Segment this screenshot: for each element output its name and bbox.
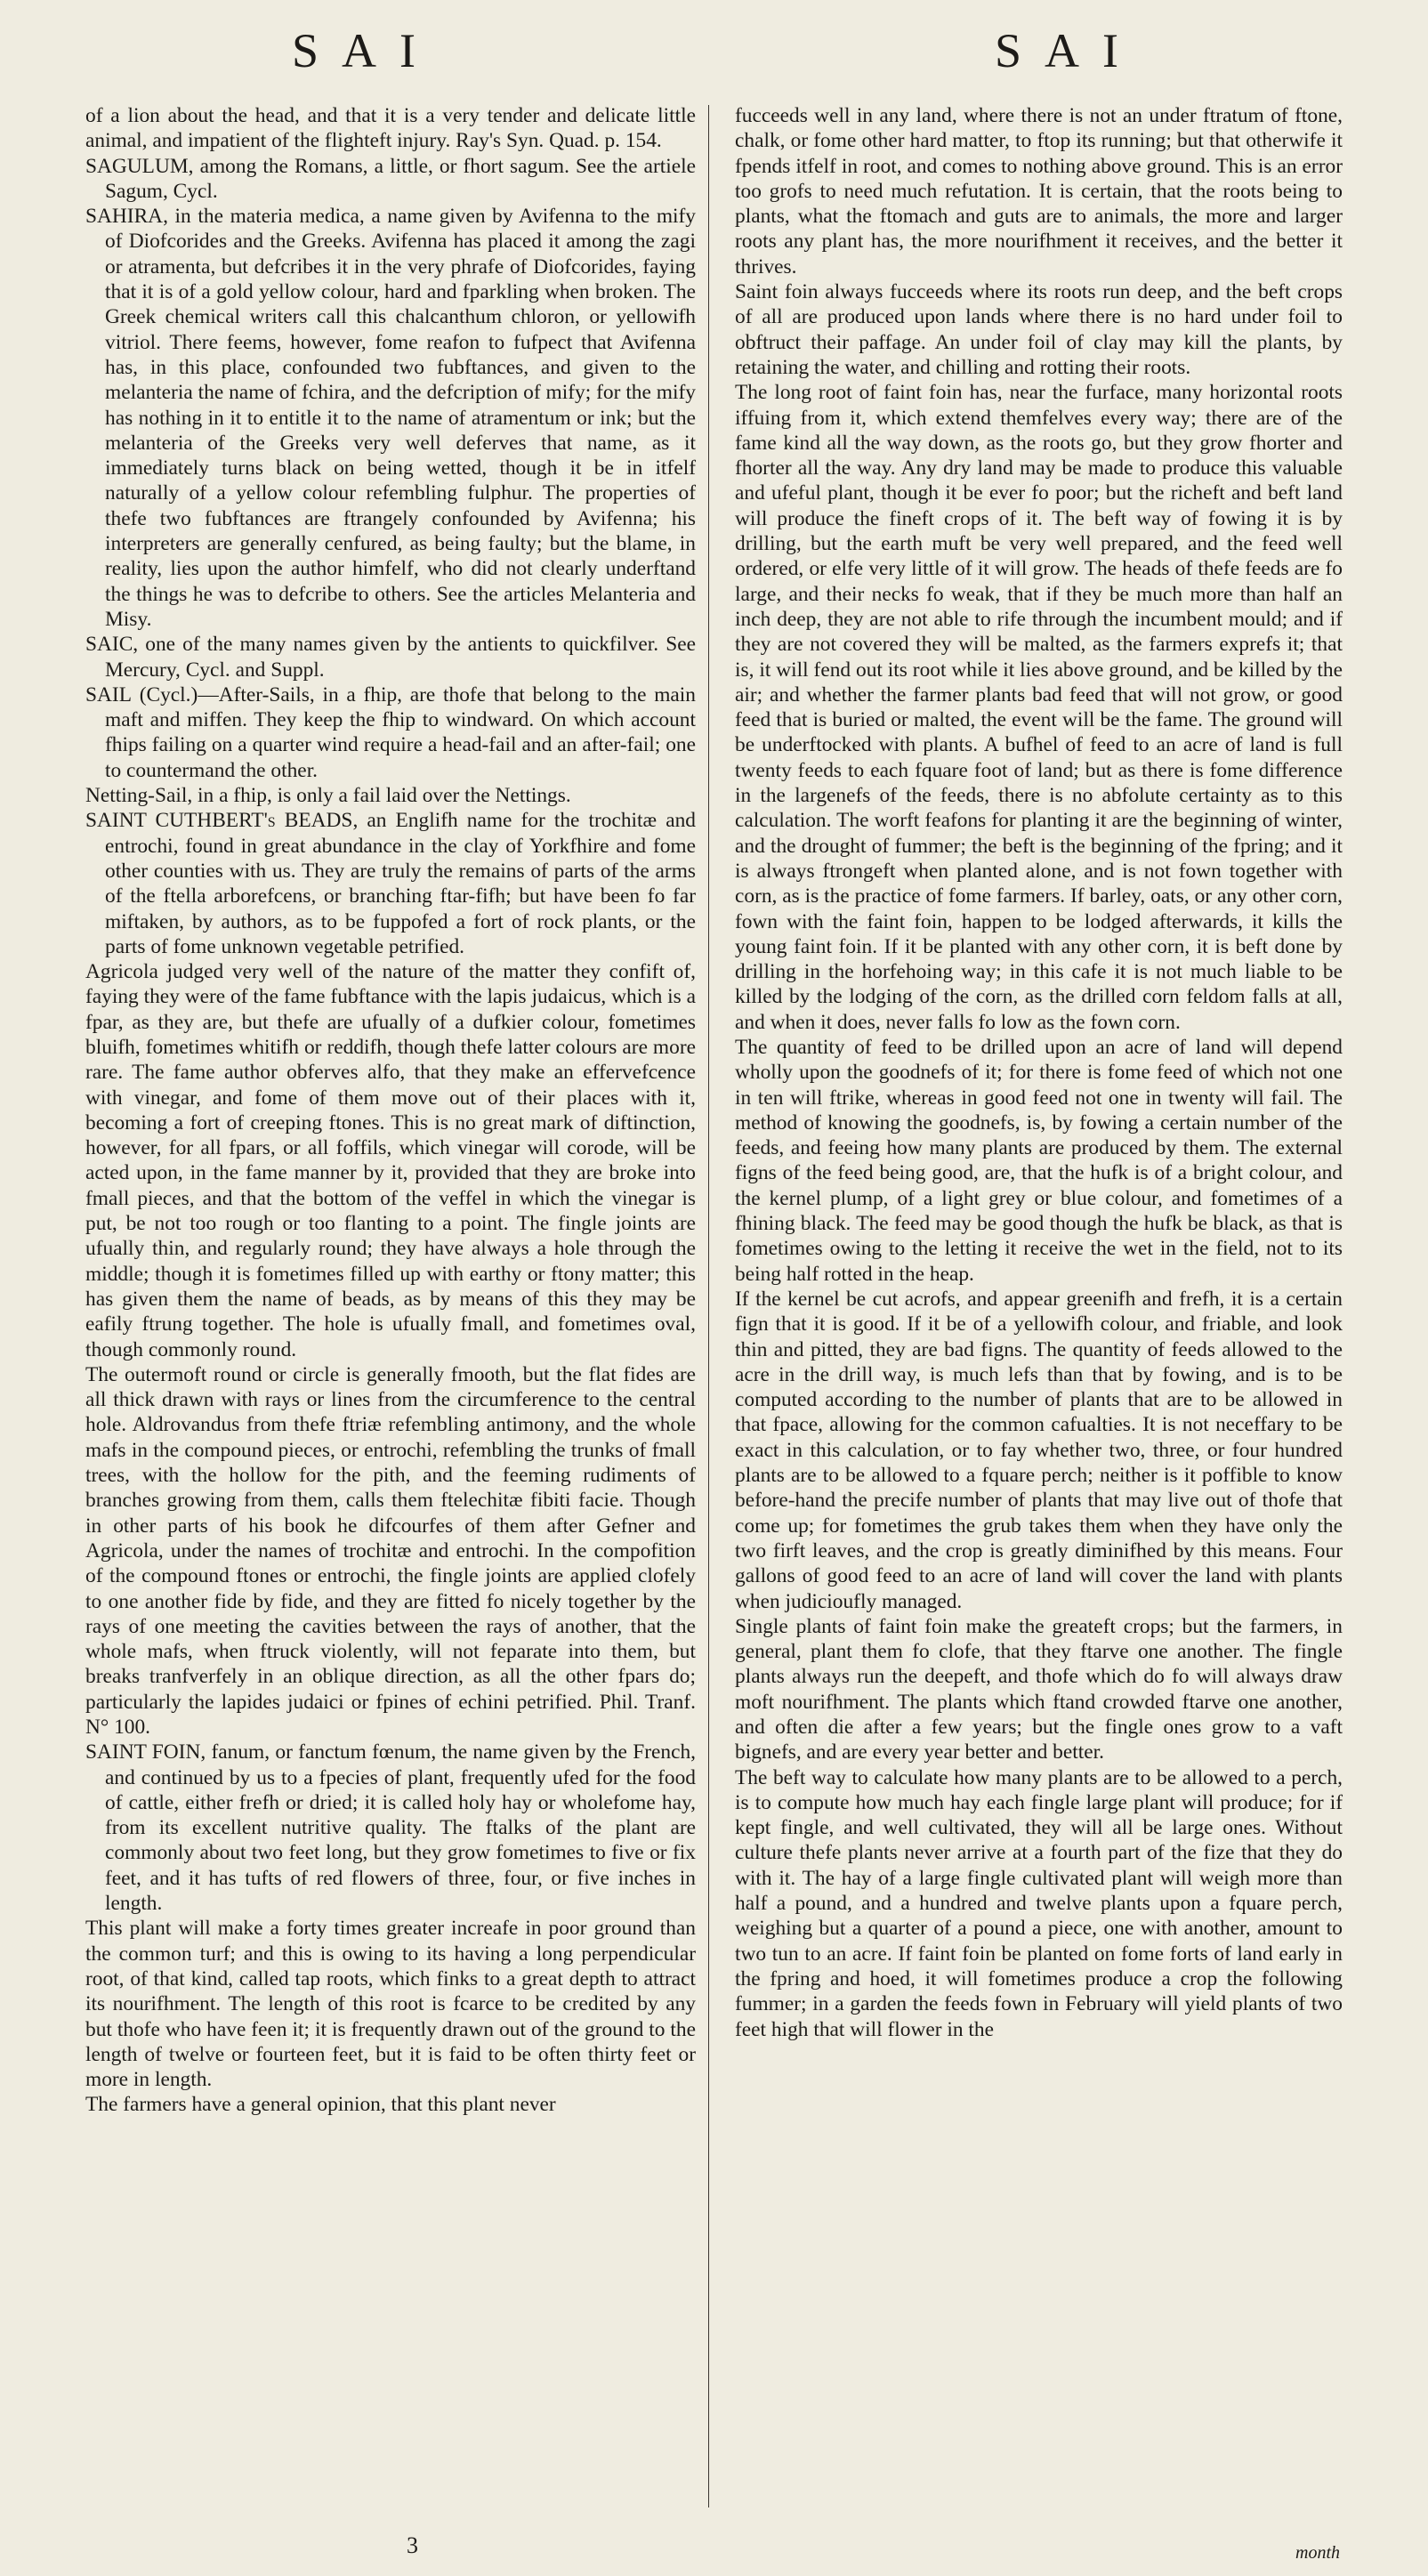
paragraph: Single plants of faint foin make the greateft crops; but the farmers, in general, plant them fo clofe, that they ftarve one another. The fingle plants always run the deepeft, and thofe which do fo will always draw moft nourifhment. The plants which ftand crowded ftarve one another, and often die after a few years; but the fingle ones grow to a vaft bignefs, and are every year better and better. xyxy=(735,1614,1343,1764)
entry-headword: SAINT FOIN, xyxy=(85,1740,206,1764)
column-rule xyxy=(708,105,709,2507)
running-head-right: SAI xyxy=(995,24,1142,77)
entry-text: fanum, or fanctum fœnum, the name given by the French, and continued by us to a fpecies of plant, frequently ufed for the food of cattle, either frefh or dried; it is called holy hay or wholefome hay, from its excellent nutritive quality. The ftalks of the plant are commonly about two feet long, but they grow fometimes to five or fix feet, and it has tufts of red flowers of three, four, or five inches in length. xyxy=(105,1740,696,1916)
page-number: 3 xyxy=(407,2532,418,2558)
entry-headword: SAIL xyxy=(85,682,132,707)
paragraph: The long root of faint foin has, near the furface, many horizontal roots iffuing from it, which extend themfelves every way; there are of the fame kind all the way down, as the roots go, but they grow fhorter and fhorter all the way. Any dry land may be made to produce this valuable and ufeful plant, though it be ever fo poor; but the richeft and beft land will produce the fineft crops of it. The beft way of fowing it is by drilling, but the earth muft be very well prepared, and the feed well ordered, or elfe very little of it will grow. The heads of thefe feeds are fo large, and their necks fo weak, that if they be much more than half an inch deep, they are not able to rife through the incumbent mould; and if they are not covered they will be malted, as the farmers exprefs it; that is, it will fend out its root while it lies above ground, and be killed by the air; and whether the farmer plants bad feed that will not grow, or good feed that is buried or malted, the event will be the fame. The ground will be underftocked with plants. A bufhel of feed to an acre of land is full twenty feeds to each fquare foot of land; but as there is fome difference in the largenefs of the feeds, there is no abfolute certainty as to this calculation. The worft feafons for planting it are the beginning of winter, and the drought of fummer; the beft is the beginning of the fpring; and it is always ftrongeft when planted alone, and is not fown together with corn, as is the practice of fome farmers. If barley, oats, or any other corn, fown with the faint foin, happen to be lodged afterwards, it kills the young faint foin. If it be planted with any other corn, it is beft done by drilling in the horfehoing way; in this cafe it is not much liable to be killed by the lodging of the corn, as the drilled corn feldom falls at all, and when it does, never falls fo low as the fown corn. xyxy=(735,381,1343,1034)
continued-text: fucceeds well in any land, where there is not an under ftratum of ftone, chalk, or fome other hard matter, to ftop its running; but that otherwife it fpends itfelf in root, and comes to nothing above ground. This is an error too grofs to need much refutation. It is certain, that the roots being to plants, what the ftomach and guts are to animals, the more and larger roots any plant has, the more nourifhment it receives, and the better it thrives. xyxy=(735,104,1343,279)
dictionary-entry xyxy=(85,682,696,783)
right-column xyxy=(735,103,1343,2042)
entry-headword: SAINT CUTHBERT's BEADS, xyxy=(85,809,359,833)
dictionary-entry xyxy=(85,808,696,959)
entry-text: in the materia medica, a name given by Avifenna to the mify of Diofcorides and the Greeks. Avifenna has placed it among the zagi or atramenta, but defcribes it in the very phrafe of Diofcorides, faying that it is of a gold yellow colour, hard and fparkling when broken. The Greek chemical writers call this chalcanthum chloron, or yellowifh vitriol. There feems, however, fome reafon to fufpect that Avifenna has, in this place, confounded two fubftances, and given to the melanteria the name of fchira, and the defcription of mify; for the mify has nothing in it to entitle it to the name of atramentum or ink; but the melanteria of the Greeks very well deferves that name, as it immediately turns black on being wetted, though it be in itfelf naturally of a yellow colour refembling fulphur. The properties of thefe two fubftances are ftrangely confounded by Avifenna; his interpreters are generally cenfured, as being faulty; but the blame, in reality, lies upon the author himfelf, who did not clearly underftand the things he was to defcribe to others. See the articles Melanteria and Misy. xyxy=(105,205,696,631)
paragraph: The quantity of feed to be drilled upon an acre of land will depend wholly upon the goodnefs of it; for there is fome feed of which not one in ten will ftrike, whereas in good feed not one in twenty will fail. The method of knowing the goodnefs, is, by fowing a certain number of the feeds, and feeing how many plants are produced by them. The external figns of the feed being good, are, that the hufk is of a bright colour, and the kernel plump, of a light grey or blue colour, and fometimes of a fhining black. The feed may be good though the hufk be black, as that is fometimes owing to the letting it receive the wet in the field, not to its being half rotted in the heap. xyxy=(735,1035,1343,1286)
paragraph: This plant will make a forty times greater increafe in poor ground than the common turf; and this is owing to its having a long perpendicular root, of that kind, called tap roots, which finks to a great depth to attract its nourifhment. The length of this root is fcarce to be credited by any but thofe who have feen it; it is frequently drawn out of the ground to the length of twelve or fourteen feet, but it is faid to be often thirty feet or more in length. xyxy=(85,1917,696,2092)
paragraph: Saint foin always fucceeds where its roots run deep, and the beft crops of all are produced upon lands where there is no hard under foil to obftruct their paffage. An under foil of clay may kill the plants, by retaining the water, and chilling and rotting their roots. xyxy=(735,280,1343,379)
catchword: month xyxy=(1295,2543,1340,2563)
dictionary-entry xyxy=(85,154,696,205)
entry-text: among the Romans, a little, or fhort sagum. See the artiele Sagum, Cycl. xyxy=(105,154,696,203)
entry-text: an Englifh name for the trochitæ and entrochi, found in great abundance in the clay of Yorkfhire and fome other counties with us. They are truly the remains of parts of the arms of the ftella arborefcens, or branching ftar-fifh; but have been fo far miftaken, by authors, as to be fuppofed a fort of rock plants, or the parts of fome unknown vegetable petrified. xyxy=(105,809,696,958)
running-head-left: SAI xyxy=(292,24,440,77)
entry-headword: SAHIRA, xyxy=(85,205,168,229)
dictionary-entry xyxy=(85,204,696,632)
entry-headword: SAGULUM, xyxy=(85,154,194,178)
paragraph: Agricola judged very well of the nature of the matter they confift of, faying they were of the fame fubftance with the lapis judaicus, which is a fpar, as they are, but thefe are ufually of a dufkier colour, fometimes bluifh, fometimes whitifh or reddifh, though thefe latter colours are more rare. The fame author obferves alfo, that they make an effervefcence with vinegar, and fome of them move out of their places with it, becoming a fort of creeping ftones. This is no great mark of diftinction, however, for all fpars, or all foffils, which vinegar will corode, will be acted upon, in the fame manner by it, provided that they are broke into fmall pieces, and that the bottom of the veffel in which the vinegar is put, be not too rough or too flanting to a point. The fingle joints are ufually thin, and regularly round; they have always a hole through the middle; though it is fometimes filled up with earthy or ftony matter; this has given them the name of beads, as by means of this they may be eafily ftrung together. The hole is ufually fmall, and fometimes oval, though commonly round. xyxy=(85,960,696,1361)
paragraph: The outermoft round or circle is generally fmooth, but the flat fides are all thick drawn with rays or lines from the circumference to the central hole. Aldrovandus from thefe ftriæ refembling antimony, and the whole mafs in the compound pieces, or entrochi, refembling the trunks of fmall trees, with the hollow for the pith, and the feeming rudiments of branches growing from them, calls them ftelechitæ fibiti facie. Though in other parts of his book he difcourfes of them after Gefner and Agricola, under the names of trochitæ and entrochi. In the compofition of the compound ftones or entrochi, the fingle joints are applied clofely to one another fide by fide, and they are fitted fo nicely together by the rays of one meeting the cavities between the rays of another, that the whole mafs, when ftruck violently, will not feparate into them, but breaks tranfverfely in an oblique direction, as all the other fpars do; particularly the lapides judaici or fpines of echini petrified. Phil. Tranf. N° 100. xyxy=(85,1362,696,1739)
sub-entry: Netting-Sail, in a fhip, is only a fail laid over the Nettings. xyxy=(85,784,571,808)
dictionary-entry xyxy=(85,1740,696,1916)
paragraph: The farmers have a general opinion, that this plant never xyxy=(85,2093,556,2117)
paragraph: The beft way to calculate how many plants are to be allowed to a perch, is to compute how much hay each fingle large plant will produce; for if kept fingle, and well cultivated, they will all be large ones. Without culture thefe plants never arrive at a fourth part of the fize that they do with it. The hay of a large fingle cultivated plant will weigh more than half a pound, and a hundred and twelve plants upon a fquare perch, weighing but a quarter of a pound a piece, one with another, amount to two tun to an acre. If faint foin be planted on fome forts of land early in the fpring and hoed, it will fometimes produce a crop the following fummer; in a garden the feeds fown in February will yield plants of two feet high that will flower in the xyxy=(735,1765,1343,2041)
entry-text: one of the many names given by the antients to quickfilver. See Mercury, Cycl. and Suppl. xyxy=(105,633,696,682)
entry-headword: SAIC, xyxy=(85,633,139,657)
left-column xyxy=(85,103,696,2118)
continued-text: of a lion about the head, and that it is a very tender and delicate little animal, and impatient of the flighteft injury. Ray's Syn. Quad. p. 154. xyxy=(85,104,696,153)
dictionary-entry xyxy=(85,632,696,682)
entry-text: (Cycl.)—After-Sails, in a fhip, are thofe that belong to the main maft and miffen. They keep the fhip to windward. On which account fhips failing on a quarter wind require a head-fail and an after-fail; one to countermand the other. xyxy=(105,682,696,782)
paragraph: If the kernel be cut acrofs, and appear greenifh and frefh, it is a certain fign that it is good. If it be of a yellowifh colour, and friable, and look thin and pitted, they are bad figns. The quantity of feeds allowed to the acre in the drill way, is much lefs than that by fowing, and is to be computed according to the number of plants that are to be allowed in that fpace, allowing for the common cafualties. It is not neceffary to be exact in this calculation, or to fay whether two, three, or four hundred plants are to be allowed to a fquare perch; neither is it poffible to know before-hand the precife number of plants that may live out of thofe that come up; for fometimes the grub takes them when they have only the two firft leaves, and the crop is greatly diminifhed by this means. Four gallons of good feed to an acre of land will cover the land with plants when judicioufly managed. xyxy=(735,1287,1343,1613)
